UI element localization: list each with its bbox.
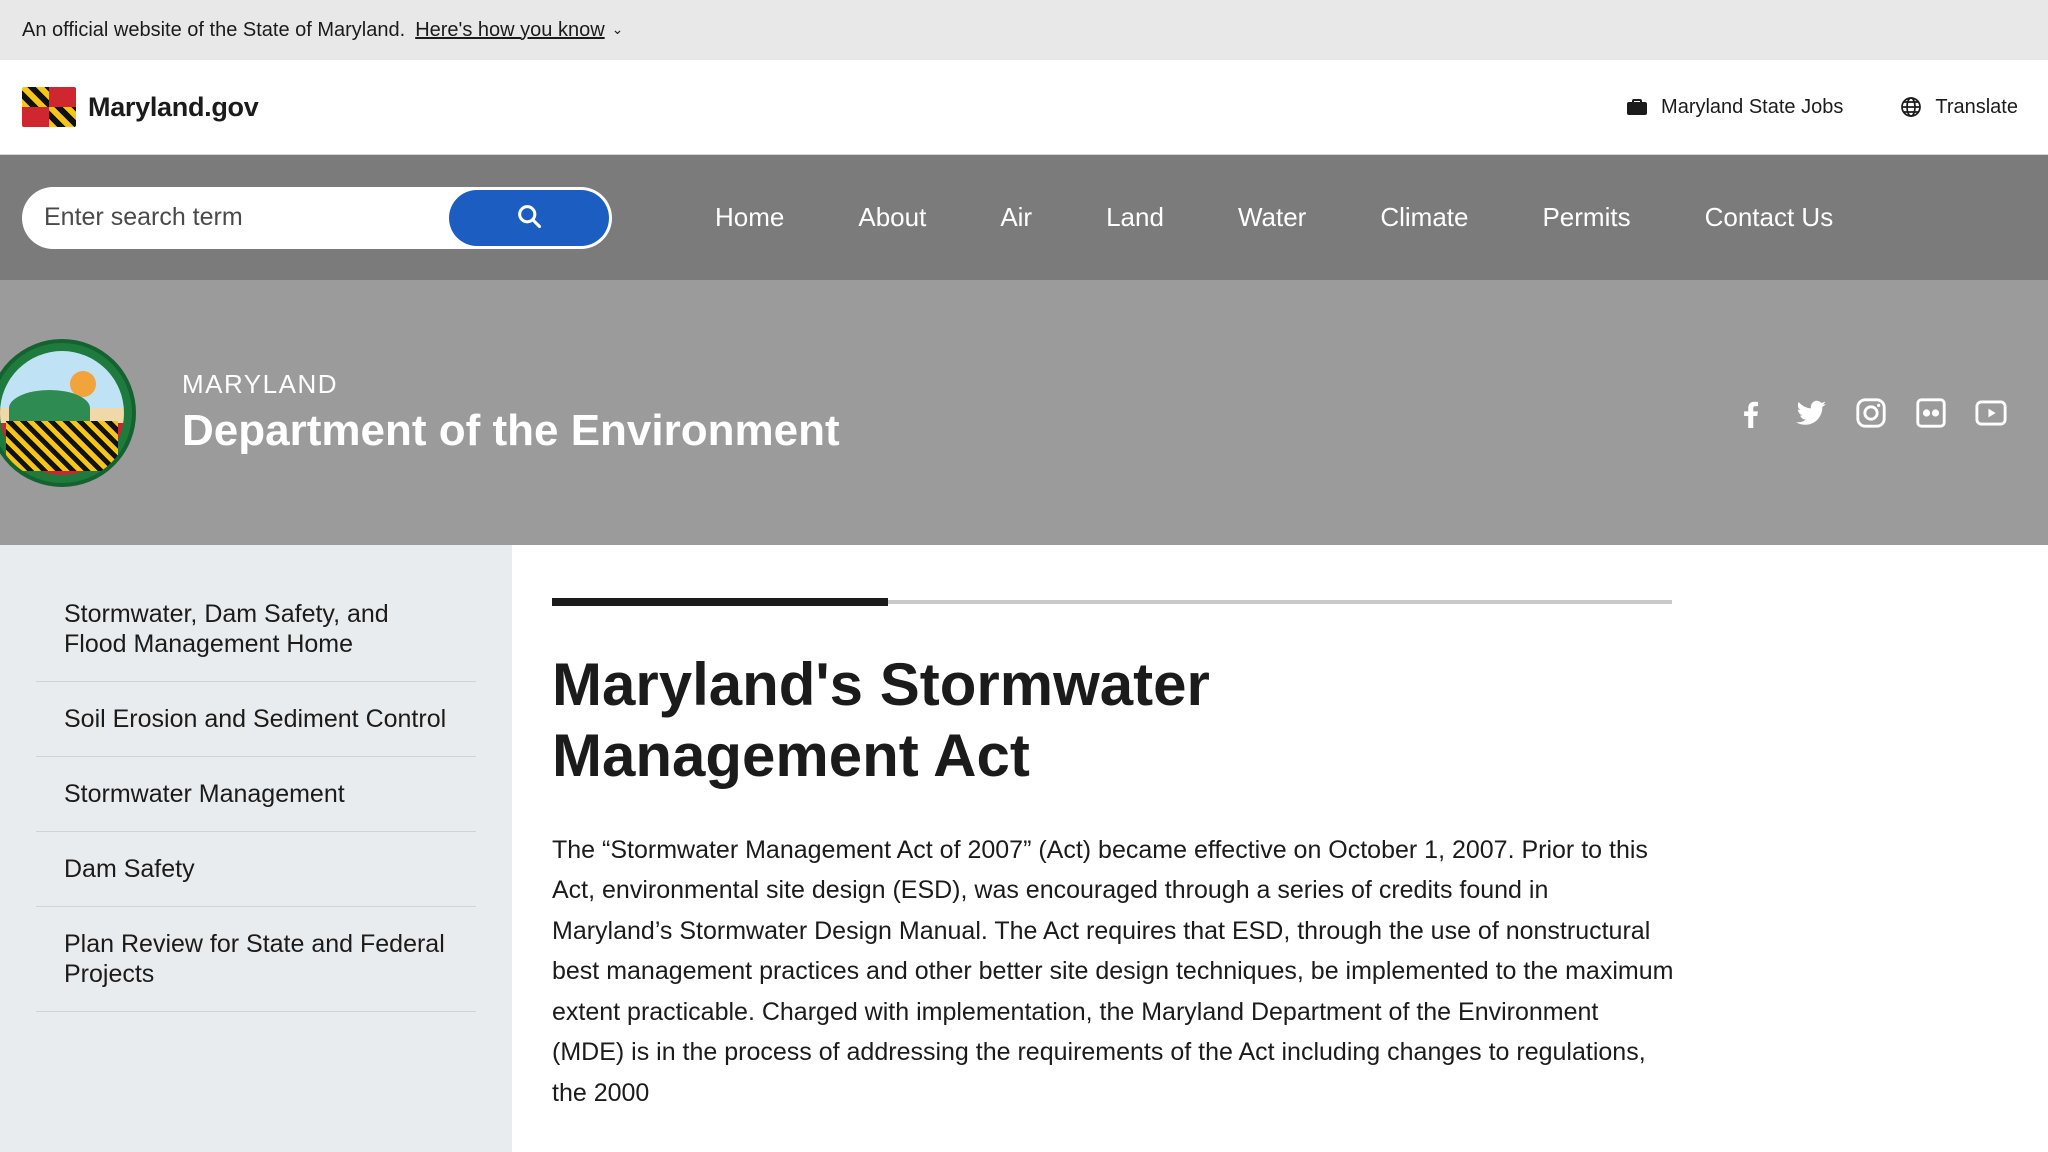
sidebar-item-soil-erosion-sediment-control[interactable]: Soil Erosion and Sediment Control	[36, 682, 476, 757]
twitter-icon[interactable]	[1790, 392, 1832, 434]
chevron-down-icon: ⌄	[611, 20, 624, 37]
maryland-gov-home-link[interactable]	[22, 87, 258, 127]
nav-item-air[interactable]: Air	[1000, 202, 1033, 232]
search-icon	[515, 202, 543, 233]
search-button[interactable]	[449, 190, 609, 246]
maryland-state-jobs-label: Maryland State Jobs	[1661, 95, 1844, 118]
translate-label: Translate	[1935, 95, 2018, 118]
sidebar-item-stormwater-management[interactable]: Stormwater Management	[36, 757, 476, 832]
social-links	[1730, 392, 2012, 434]
nav-item-contact-us[interactable]: Contact Us	[1704, 202, 1834, 232]
heres-how-you-know-link[interactable]	[415, 19, 623, 42]
gov-banner-text: An official website of the State of Maryland.	[22, 18, 406, 41]
maryland-gov-utility-links	[1625, 95, 2018, 119]
facebook-icon[interactable]	[1730, 392, 1772, 434]
sidebar-item-plan-review-state-federal-projects[interactable]: Plan Review for State and Federal Projects	[36, 907, 476, 1012]
nav-links	[678, 202, 1870, 233]
article-paragraph-1: The “Stormwater Management Act of 2007” (Act) became effective on October 1, 2007. Prior to this Act, environmental site design (ESD), was encouraged through a series of credits found in Maryland’s Stormwater Design Manual. The Act requires that ESD, through the use of nonstructural best management practices and other better site design techniques, be implemented to the maximum extent practicable. Charged with implementation, the Maryland Department of the Environment (MDE) is in the process of addressing the requirements of the Act including changes to regulations, the 2000	[552, 835, 1674, 1107]
section-sidebar	[0, 545, 512, 1152]
search-input[interactable]	[44, 203, 449, 232]
site-search[interactable]	[22, 187, 612, 249]
flickr-icon[interactable]	[1910, 392, 1952, 434]
nav-item-permits[interactable]: Permits	[1542, 202, 1631, 232]
sidebar-item-stormwater-dam-safety-flood-home[interactable]: Stormwater, Dam Safety, and Flood Management Home	[36, 585, 476, 682]
page-content	[0, 545, 2048, 1152]
globe-icon	[1899, 95, 1923, 119]
agency-seal-icon	[0, 339, 136, 487]
nav-item-water[interactable]: Water	[1237, 202, 1307, 232]
nav-item-land[interactable]: Land	[1106, 202, 1164, 232]
agency-eyebrow: MARYLAND	[182, 369, 339, 399]
maryland-gov-bar	[0, 60, 2048, 155]
nav-item-about[interactable]: About	[858, 202, 927, 232]
primary-navigation-bar	[0, 155, 2048, 280]
nav-item-home[interactable]: Home	[715, 202, 785, 232]
main-article	[512, 545, 2048, 1152]
nav-item-climate[interactable]: Climate	[1380, 202, 1469, 232]
maryland-state-jobs-link[interactable]	[1625, 95, 1843, 119]
agency-title-block	[182, 369, 840, 456]
title-divider	[552, 600, 1672, 604]
title-divider-accent	[552, 598, 888, 606]
heres-how-you-know-label: Here's how you know	[415, 18, 605, 41]
maryland-gov-wordmark: Maryland.gov	[88, 91, 259, 122]
youtube-icon[interactable]	[1970, 392, 2012, 434]
official-gov-banner	[0, 0, 2048, 60]
instagram-icon[interactable]	[1850, 392, 1892, 434]
maryland-flag-icon	[22, 87, 76, 127]
agency-title: Department of the Environment	[182, 406, 840, 455]
briefcase-icon	[1625, 95, 1649, 119]
sidebar-item-dam-safety[interactable]: Dam Safety	[36, 832, 476, 907]
agency-banner	[0, 280, 2048, 545]
page-title: Maryland's Stormwater Management Act	[552, 651, 1210, 789]
translate-link[interactable]	[1899, 95, 2018, 119]
